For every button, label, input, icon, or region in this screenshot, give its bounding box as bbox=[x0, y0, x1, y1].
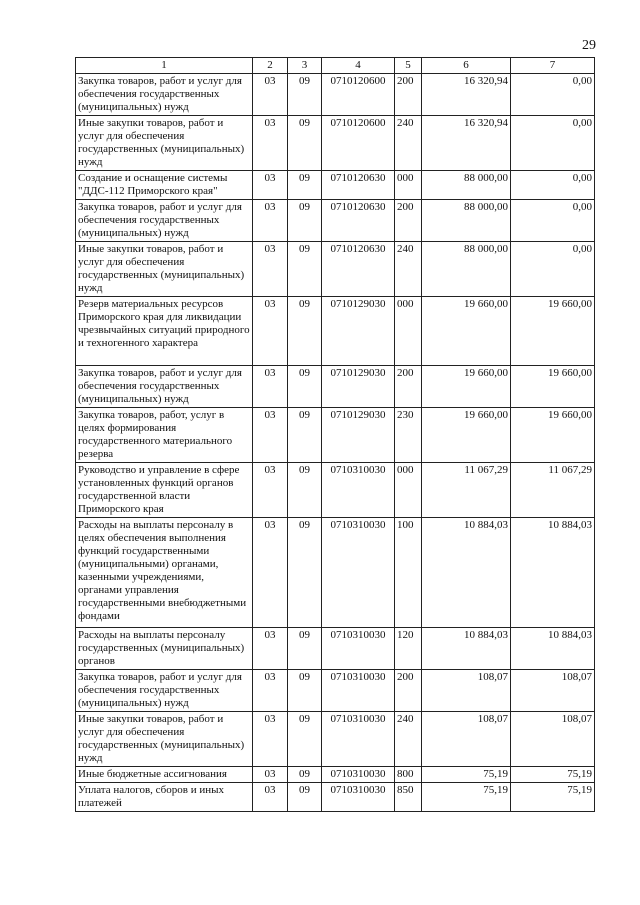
row-amount-1-cell: 19 660,00 bbox=[422, 297, 511, 366]
row-subsection-cell: 09 bbox=[288, 783, 322, 812]
row-amount-1-cell: 11 067,29 bbox=[422, 463, 511, 518]
row-amount-1-cell: 108,07 bbox=[422, 712, 511, 767]
row-expense-type-cell: 240 bbox=[395, 712, 422, 767]
row-amount-1-cell: 19 660,00 bbox=[422, 366, 511, 408]
row-amount-1-cell: 19 660,00 bbox=[422, 408, 511, 463]
table-row bbox=[76, 74, 595, 116]
row-name-cell: Иные бюджетные ассигнования bbox=[76, 767, 253, 783]
row-section-cell: 03 bbox=[253, 242, 288, 297]
row-subsection-cell: 09 bbox=[288, 518, 322, 628]
row-amount-2-cell: 10 884,03 bbox=[511, 518, 595, 628]
table-row bbox=[76, 767, 595, 783]
row-amount-2-cell: 19 660,00 bbox=[511, 297, 595, 366]
row-subsection-cell: 09 bbox=[288, 463, 322, 518]
row-section-cell: 03 bbox=[253, 116, 288, 171]
table-row bbox=[76, 297, 595, 366]
row-amount-1-cell: 75,19 bbox=[422, 767, 511, 783]
column-header: 1 bbox=[76, 58, 253, 74]
row-section-cell: 03 bbox=[253, 712, 288, 767]
row-section-cell: 03 bbox=[253, 518, 288, 628]
row-subsection-cell: 09 bbox=[288, 74, 322, 116]
row-section-cell: 03 bbox=[253, 628, 288, 670]
row-section-cell: 03 bbox=[253, 297, 288, 366]
row-amount-1-cell: 16 320,94 bbox=[422, 74, 511, 116]
column-header: 7 bbox=[511, 58, 595, 74]
row-name-cell: Закупка товаров, работ, услуг в целях формирования государственного материального резерва bbox=[76, 408, 253, 463]
row-name-cell: Создание и оснащение системы "ДДС-112 Приморского края" bbox=[76, 171, 253, 200]
row-expense-type-cell: 000 bbox=[395, 297, 422, 366]
row-section-cell: 03 bbox=[253, 670, 288, 712]
row-amount-2-cell: 75,19 bbox=[511, 783, 595, 812]
row-subsection-cell: 09 bbox=[288, 670, 322, 712]
row-section-cell: 03 bbox=[253, 171, 288, 200]
row-subsection-cell: 09 bbox=[288, 242, 322, 297]
row-section-cell: 03 bbox=[253, 200, 288, 242]
row-amount-2-cell: 108,07 bbox=[511, 712, 595, 767]
row-name-cell: Расходы на выплаты персоналу в целях обеспечения выполнения функций государственными (муниципальными) органами, казенными учреждениями, органами управления государственными внебюджетными фондами bbox=[76, 518, 253, 628]
row-section-cell: 03 bbox=[253, 463, 288, 518]
row-subsection-cell: 09 bbox=[288, 408, 322, 463]
row-amount-2-cell: 0,00 bbox=[511, 171, 595, 200]
row-amount-2-cell: 10 884,03 bbox=[511, 628, 595, 670]
row-expense-type-cell: 230 bbox=[395, 408, 422, 463]
row-expense-type-cell: 850 bbox=[395, 783, 422, 812]
table-row bbox=[76, 463, 595, 518]
table-row bbox=[76, 242, 595, 297]
row-amount-2-cell: 108,07 bbox=[511, 670, 595, 712]
row-subsection-cell: 09 bbox=[288, 366, 322, 408]
row-section-cell: 03 bbox=[253, 74, 288, 116]
table-row bbox=[76, 366, 595, 408]
column-header: 6 bbox=[422, 58, 511, 74]
row-expense-type-cell: 000 bbox=[395, 463, 422, 518]
row-section-cell: 03 bbox=[253, 408, 288, 463]
row-expense-type-cell: 120 bbox=[395, 628, 422, 670]
row-expense-type-cell: 200 bbox=[395, 670, 422, 712]
table-row bbox=[76, 116, 595, 171]
row-amount-2-cell: 0,00 bbox=[511, 200, 595, 242]
row-amount-2-cell: 19 660,00 bbox=[511, 408, 595, 463]
row-amount-1-cell: 75,19 bbox=[422, 783, 511, 812]
row-name-cell: Закупка товаров, работ и услуг для обеспечения государственных (муниципальных) нужд bbox=[76, 670, 253, 712]
row-amount-1-cell: 16 320,94 bbox=[422, 116, 511, 171]
row-target-article-cell: 0710310030 bbox=[322, 518, 395, 628]
column-header: 2 bbox=[253, 58, 288, 74]
row-section-cell: 03 bbox=[253, 366, 288, 408]
header-row bbox=[76, 58, 595, 74]
row-target-article-cell: 0710310030 bbox=[322, 712, 395, 767]
row-expense-type-cell: 200 bbox=[395, 366, 422, 408]
row-target-article-cell: 0710129030 bbox=[322, 366, 395, 408]
row-amount-1-cell: 88 000,00 bbox=[422, 200, 511, 242]
row-expense-type-cell: 200 bbox=[395, 74, 422, 116]
budget-table bbox=[75, 57, 595, 812]
row-target-article-cell: 0710310030 bbox=[322, 670, 395, 712]
row-amount-1-cell: 88 000,00 bbox=[422, 242, 511, 297]
row-amount-2-cell: 11 067,29 bbox=[511, 463, 595, 518]
row-subsection-cell: 09 bbox=[288, 116, 322, 171]
row-amount-1-cell: 108,07 bbox=[422, 670, 511, 712]
row-expense-type-cell: 100 bbox=[395, 518, 422, 628]
row-target-article-cell: 0710310030 bbox=[322, 628, 395, 670]
row-amount-1-cell: 10 884,03 bbox=[422, 628, 511, 670]
page-number: 29 bbox=[582, 38, 596, 53]
row-target-article-cell: 0710310030 bbox=[322, 767, 395, 783]
row-expense-type-cell: 240 bbox=[395, 116, 422, 171]
column-header: 5 bbox=[395, 58, 422, 74]
row-target-article-cell: 0710120630 bbox=[322, 200, 395, 242]
row-target-article-cell: 0710120630 bbox=[322, 171, 395, 200]
column-header: 4 bbox=[322, 58, 395, 74]
row-section-cell: 03 bbox=[253, 783, 288, 812]
row-expense-type-cell: 240 bbox=[395, 242, 422, 297]
row-section-cell: 03 bbox=[253, 767, 288, 783]
row-amount-2-cell: 0,00 bbox=[511, 116, 595, 171]
row-amount-2-cell: 0,00 bbox=[511, 242, 595, 297]
row-target-article-cell: 0710120630 bbox=[322, 242, 395, 297]
table-row bbox=[76, 670, 595, 712]
row-name-cell: Иные закупки товаров, работ и услуг для обеспечения государственных (муниципальных) нужд bbox=[76, 116, 253, 171]
row-target-article-cell: 0710129030 bbox=[322, 297, 395, 366]
row-expense-type-cell: 000 bbox=[395, 171, 422, 200]
table-row bbox=[76, 712, 595, 767]
row-subsection-cell: 09 bbox=[288, 171, 322, 200]
row-subsection-cell: 09 bbox=[288, 767, 322, 783]
row-expense-type-cell: 200 bbox=[395, 200, 422, 242]
row-name-cell: Иные закупки товаров, работ и услуг для обеспечения государственных (муниципальных) нужд bbox=[76, 242, 253, 297]
table-row bbox=[76, 518, 595, 628]
row-name-cell: Расходы на выплаты персоналу государственных (муниципальных) органов bbox=[76, 628, 253, 670]
row-name-cell: Закупка товаров, работ и услуг для обеспечения государственных (муниципальных) нужд bbox=[76, 366, 253, 408]
row-name-cell: Закупка товаров, работ и услуг для обеспечения государственных (муниципальных) нужд bbox=[76, 74, 253, 116]
row-amount-2-cell: 19 660,00 bbox=[511, 366, 595, 408]
row-name-cell: Резерв материальных ресурсов Приморского края для ликвидации чрезвычайных ситуаций природного и техногенного характера bbox=[76, 297, 253, 366]
column-header: 3 bbox=[288, 58, 322, 74]
table-row bbox=[76, 628, 595, 670]
row-name-cell: Руководство и управление в сфере установленных функций органов государственной власти Приморского края bbox=[76, 463, 253, 518]
row-subsection-cell: 09 bbox=[288, 712, 322, 767]
table-row bbox=[76, 171, 595, 200]
row-name-cell: Иные закупки товаров, работ и услуг для обеспечения государственных (муниципальных) нужд bbox=[76, 712, 253, 767]
row-amount-1-cell: 88 000,00 bbox=[422, 171, 511, 200]
row-subsection-cell: 09 bbox=[288, 200, 322, 242]
table-row bbox=[76, 783, 595, 812]
row-amount-1-cell: 10 884,03 bbox=[422, 518, 511, 628]
row-target-article-cell: 0710129030 bbox=[322, 408, 395, 463]
table-row bbox=[76, 200, 595, 242]
row-subsection-cell: 09 bbox=[288, 297, 322, 366]
table-row bbox=[76, 408, 595, 463]
row-target-article-cell: 0710120600 bbox=[322, 74, 395, 116]
row-name-cell: Закупка товаров, работ и услуг для обеспечения государственных (муниципальных) нужд bbox=[76, 200, 253, 242]
row-target-article-cell: 0710310030 bbox=[322, 783, 395, 812]
row-name-cell: Уплата налогов, сборов и иных платежей bbox=[76, 783, 253, 812]
row-target-article-cell: 0710310030 bbox=[322, 463, 395, 518]
row-amount-2-cell: 0,00 bbox=[511, 74, 595, 116]
row-subsection-cell: 09 bbox=[288, 628, 322, 670]
row-amount-2-cell: 75,19 bbox=[511, 767, 595, 783]
row-expense-type-cell: 800 bbox=[395, 767, 422, 783]
row-target-article-cell: 0710120600 bbox=[322, 116, 395, 171]
